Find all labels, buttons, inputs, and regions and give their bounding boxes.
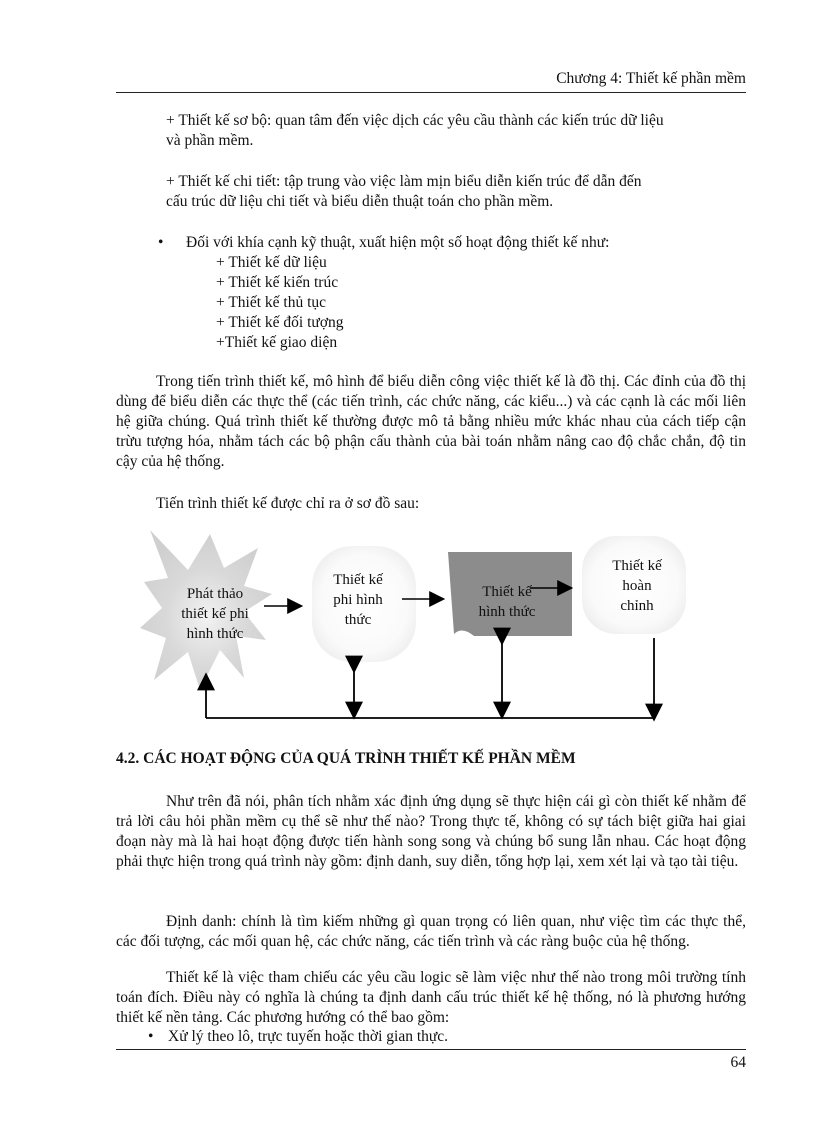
technical-intro: Đối với khía cạnh kỹ thuật, xuất hiện một số hoạt động thiết kế như:: [186, 234, 610, 251]
node-informal-draft: [150, 584, 280, 644]
preliminary-design-line-2: và phần mềm.: [166, 132, 254, 149]
graph-paragraph: Trong tiến trình thiết kế, mô hình để biểu diễn công việc thiết kế là đồ thị. Các đỉnh của đồ thị dùng để biểu diễn các thực thể (các tiến trình, các chức năng, các kiểu...) và các cạnh là các mối liên hệ giữa chúng. Quá trình thiết kế thường được mô tả bằng nhiều mức khác nhau của cách tiếp cận trừu tượng hóa, nhằm tách các bộ phận cấu thành của bài toán nhằm nâng cao độ chắc chắn, độ tin cậy của hệ thống.: [116, 373, 746, 470]
node-label: Thiết kế: [482, 584, 532, 600]
page-number: 64: [730, 1054, 746, 1071]
node-label: Thiết kế: [612, 558, 662, 574]
node-informal-design: [310, 570, 406, 630]
node-label: hoàn: [622, 578, 652, 594]
processing-mode-item: Xử lý theo lô, trực tuyến hoặc thời gian thực.: [168, 1028, 449, 1045]
list-item: + Thiết kế dữ liệu: [216, 254, 327, 271]
node-formal-design: [452, 582, 562, 622]
detailed-design-line-2: cấu trúc dữ liệu chi tiết và biểu diễn thuật toán cho phần mềm.: [166, 193, 554, 210]
node-complete-design: [594, 556, 680, 616]
node-label: hình thức: [186, 626, 244, 642]
diagram-intro: Tiến trình thiết kế được chỉ ra ở sơ đồ sau:: [156, 495, 420, 512]
list-item: +Thiết kế giao diện: [216, 334, 338, 351]
list-item: + Thiết kế kiến trúc: [216, 274, 339, 291]
list-item: + Thiết kế đối tượng: [216, 314, 344, 331]
activities-paragraph: Như trên đã nói, phân tích nhằm xác định ứng dụng sẽ thực hiện cái gì còn thiết kế nhằm để trả lời câu hỏi phần mềm cụ thể sẽ như thế nào? Trong thực tế, không có sự tách biệt giữa hai giai đoạn này mà là hai hoạt động được tiến hành song song và chúng bổ sung lẫn nhau. Các hoạt động phải thực hiện trong quá trình này gồm: định danh, suy diễn, tổng hợp lại, xem xét lại và tạo tài tiệu.: [116, 793, 746, 870]
node-label: Thiết kế: [333, 572, 383, 588]
node-label: chỉnh: [620, 598, 654, 614]
node-label: Phát thảo: [186, 586, 244, 602]
detailed-design-line-1: + Thiết kế chi tiết: tập trung vào việc làm mịn biểu diễn kiến trúc để dẫn đến: [166, 173, 642, 190]
footer-rule: [116, 1049, 746, 1050]
chapter-title: Chương 4: Thiết kế phần mềm: [556, 70, 746, 87]
node-label: thiết kế phi: [181, 606, 249, 622]
bullet-marker: •: [158, 234, 164, 251]
page-header: [116, 70, 746, 93]
node-label: hình thức: [478, 604, 536, 620]
bullet-marker: •: [148, 1028, 154, 1045]
identification-paragraph: Định danh: chính là tìm kiếm những gì quan trọng có liên quan, như việc tìm các thực thể, các đối tượng, các mối quan hệ, các chức năng, các tiến trình và các ràng buộc của hệ thống.: [116, 913, 746, 950]
design-paragraph: Thiết kế là việc tham chiếu các yêu cầu logic sẽ làm việc như thế nào trong môi trường tính toán đích. Điều này có nghĩa là chúng ta định danh cấu trúc thiết kế hệ thống, nó là phương hướng thiết kế nền tảng. Các phương hướng có thể bao gồm:: [116, 969, 746, 1026]
list-item: + Thiết kế thủ tục: [216, 294, 327, 311]
node-label: thức: [344, 612, 372, 628]
preliminary-design-line-1: + Thiết kế sơ bộ: quan tâm đến việc dịch các yêu cầu thành các kiến trúc dữ liệu: [166, 112, 664, 129]
node-label: phi hình: [333, 592, 383, 608]
section-heading: 4.2. CÁC HOẠT ĐỘNG CỦA QUÁ TRÌNH THIẾT KẾ PHẦN MỀM: [116, 750, 576, 767]
